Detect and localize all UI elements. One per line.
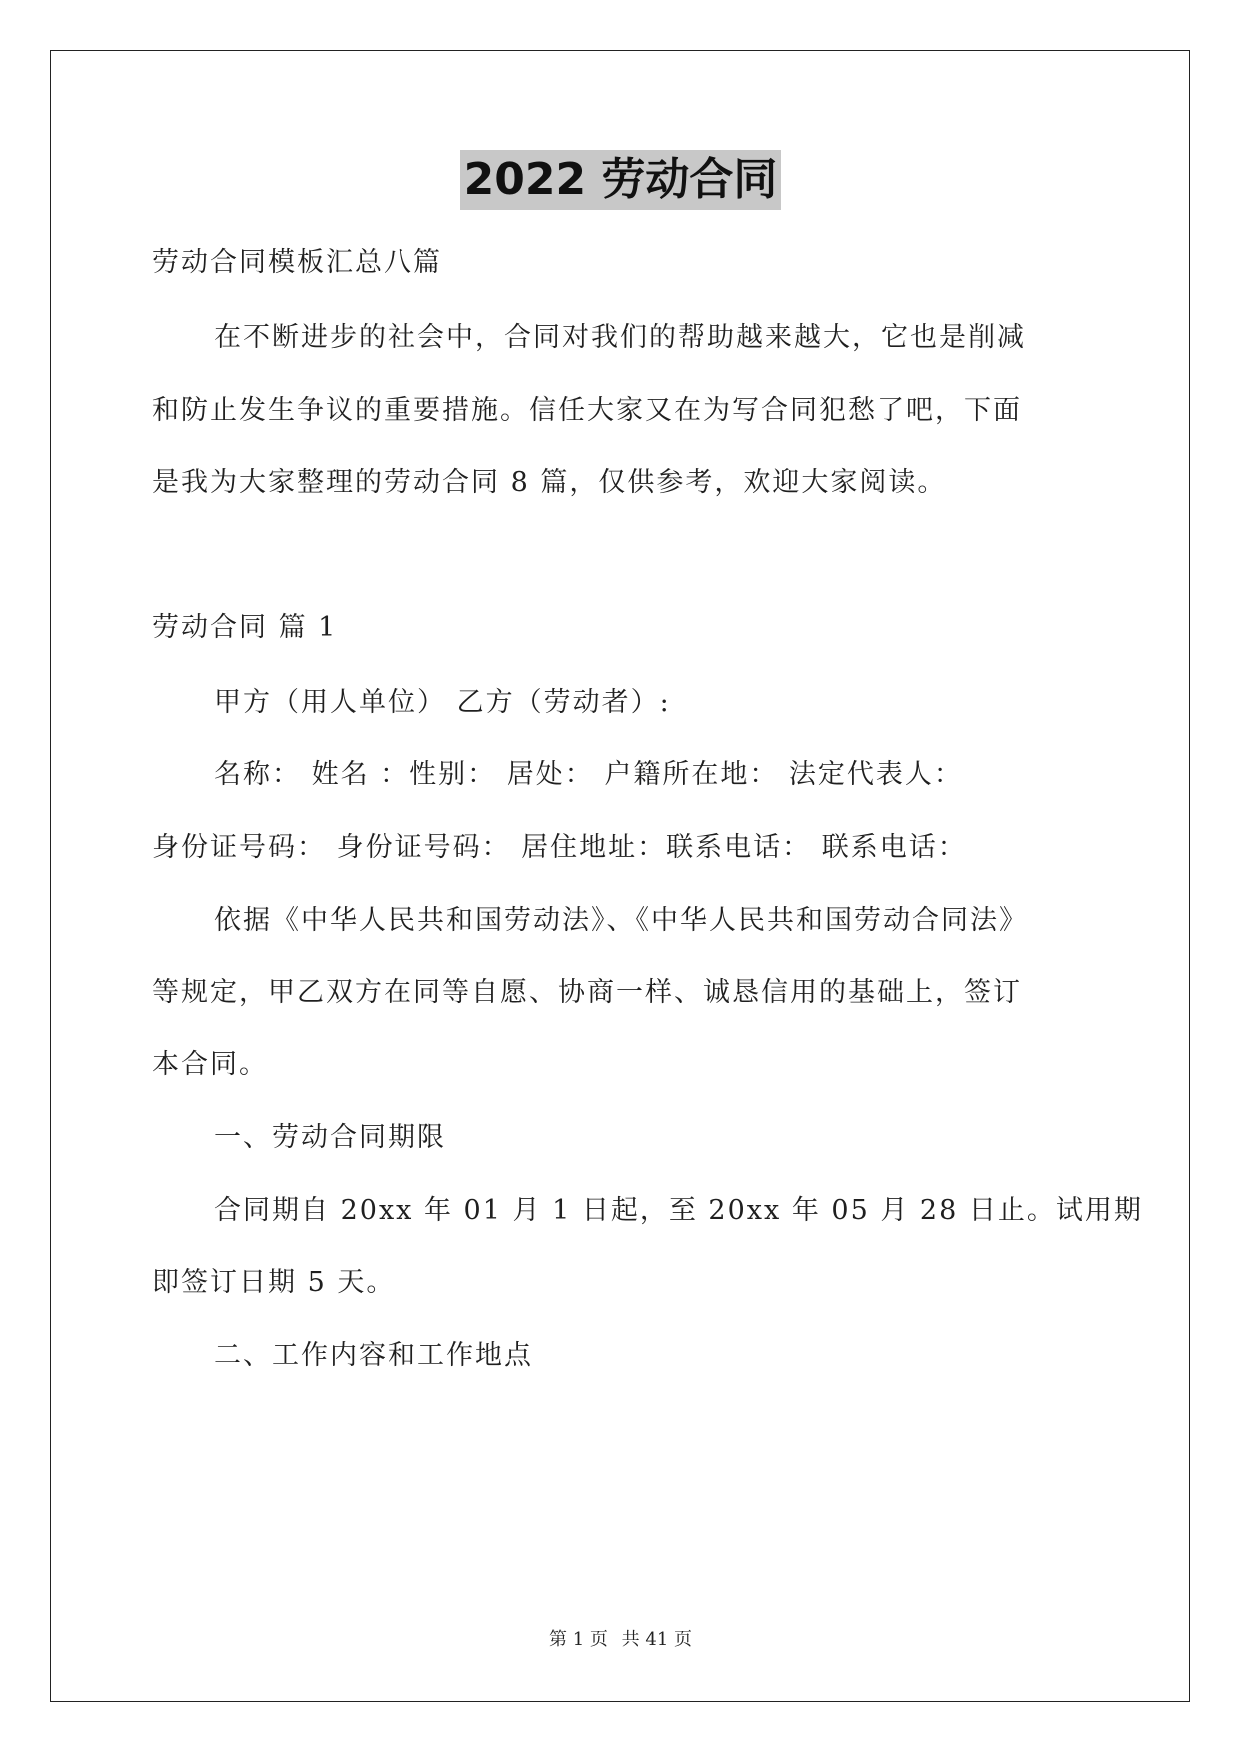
page-footer <box>0 1625 1241 1651</box>
fields-line-2: 身份证号码： 身份证号码： 居住地址：联系电话： 联系电话： <box>152 832 967 863</box>
title-container <box>0 150 1241 210</box>
document-title: 2022 劳动合同 <box>460 150 782 210</box>
basis-line-3: 本合同。 <box>152 1049 268 1080</box>
basis-line-1: 依据《中华人民共和国劳动法》、《中华人民共和国劳动合同法》 <box>214 905 1028 936</box>
intro-line-1: 在不断进步的社会中，合同对我们的帮助越来越大，它也是削减 <box>214 322 1026 353</box>
clause-2-heading: 二、工作内容和工作地点 <box>214 1340 533 1371</box>
clause-1-line-1: 合同期自 20xx 年 01 月 1 日起，至 20xx 年 05 月 28 日止。试用期 <box>214 1195 1143 1226</box>
section-heading: 劳动合同 篇 1 <box>152 612 338 643</box>
page-number: 第 1 页 <box>549 1629 608 1650</box>
page-total: 共 41 页 <box>621 1629 692 1650</box>
clause-1-line-2: 即签订日期 5 天。 <box>152 1267 396 1298</box>
intro-line-3: 是我为大家整理的劳动合同 8 篇，仅供参考，欢迎大家阅读。 <box>152 467 947 498</box>
basis-line-2: 等规定，甲乙双方在同等自愿、协商一样、诚恳信用的基础上，签订 <box>152 977 1022 1008</box>
page-border <box>50 50 1190 1702</box>
parties-line: 甲方（用人单位） 乙方（劳动者）: <box>214 687 671 718</box>
subtitle: 劳动合同模板汇总八篇 <box>152 247 442 278</box>
intro-line-2: 和防止发生争议的重要措施。信任大家又在为写合同犯愁了吧，下面 <box>152 395 1022 426</box>
clause-1-heading: 一、劳动合同期限 <box>214 1122 446 1153</box>
fields-line-1: 名称： 姓名 ：性别： 居处： 户籍所在地： 法定代表人： <box>214 759 963 790</box>
